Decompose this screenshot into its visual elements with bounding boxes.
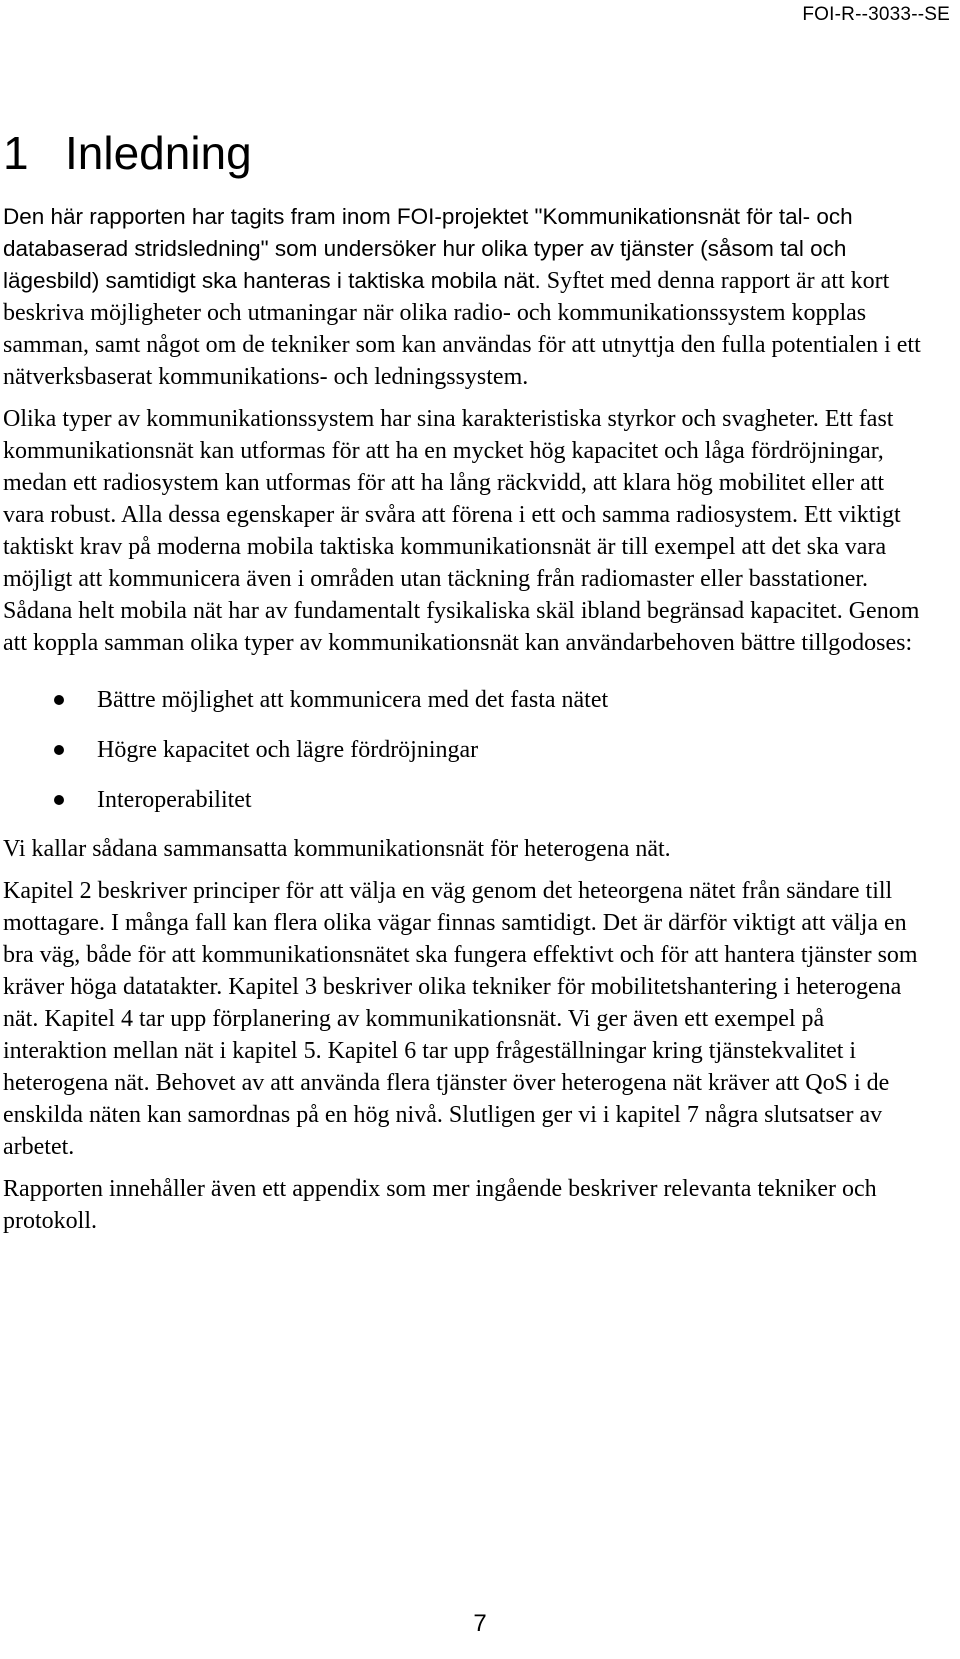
- paragraph-intro: [3, 201, 921, 393]
- page-number: 7: [473, 1610, 487, 1637]
- bullet-icon: [54, 745, 64, 755]
- chapter-title: Inledning: [65, 127, 252, 179]
- benefits-list: [3, 675, 921, 825]
- bullet-icon: [54, 795, 64, 805]
- document-code: FOI-R--3033--SE: [802, 4, 950, 25]
- paragraph-appendix: Rapporten innehåller även ett appendix som mer ingående beskriver relevanta tekniker och protokoll.: [3, 1176, 877, 1234]
- list-item: [3, 725, 921, 775]
- chapter-number: 1: [3, 127, 29, 179]
- list-item-text: Högre kapacitet och lägre fördröjningar: [97, 737, 479, 763]
- list-item: [3, 775, 921, 825]
- paragraph-intro-serif: Syftet med denna rapport är att kort beskriva möjligheter och utmaningar när olika radio- och kommunikationssystem kopplas samman, samt något om de tekniker som kan användas för att utnyttja den fulla potentialen i ett nätverksbaserat kommunikations- och ledningssystem.: [3, 268, 921, 390]
- paragraph-definition: Vi kallar sådana sammansatta kommunikationsnät för heterogena nät.: [3, 836, 671, 862]
- paragraph-systems: Olika typer av kommunikationssystem har sina karakteristiska styrkor och svagheter. Ett fast kommunikationsnät kan utformas för att ha en mycket hög kapacitet och låga fördröjningar, medan ett radiosystem kan utformas för att ha lång räckvidd, att klara hög mobilitet eller att vara robust. Alla dessa egenskaper är svåra att förena i ett och samma radiosystem. Ett viktigt taktiskt krav på moderna mobila taktiska kommunikationsnät är till exempel att det ska vara möjligt att kommunicera även i områden utan täckning från radiomaster eller basstationer. Sådana helt mobila nät har av fundamentalt fysikaliska skäl ibland begränsad kapacitet. Genom att koppla samman olika typer av kommunikationsnät kan användarbehoven bättre tillgodoses:: [3, 406, 920, 656]
- bullet-icon: [54, 695, 64, 705]
- paragraph-outline: Kapitel 2 beskriver principer för att välja en väg genom det heteorgena nätet från sändare till mottagare. I många fall kan flera olika vägar finnas samtidigt. Det är därför viktigt att välja en bra väg, både för att kommunikationsnätet ska fungera effektivt och för att hantera tjänster som kräver höga datatakter. Kapitel 3 beskriver olika tekniker för mobilitetshantering i heterogena nät. Kapitel 4 tar upp förplanering av kommunikationsnät. Vi ger även ett exempel på interaktion mellan nät i kapitel 5. Kapitel 6 tar upp frågeställningar kring tjänstekvalitet i heterogena nät. Behovet av att använda flera tjänster över heterogena nät kräver att QoS i de enskilda näten kan samordnas på en hög nivå. Slutligen ger vi i kapitel 7 några slutsatser av arbetet.: [3, 878, 918, 1160]
- list-item-text: Interoperabilitet: [97, 787, 252, 813]
- list-item: [3, 675, 921, 725]
- list-item-text: Bättre möjlighet att kommunicera med det fasta nätet: [97, 687, 609, 713]
- chapter-heading: [3, 125, 921, 181]
- paragraph-intro-sans: Den här rapporten har tagits fram inom FOI-projektet "Kommunikationsnät för tal- och databaserad stridsledning" som undersöker hur olika typer av tjänster (såsom tal och lägesbild) samtidigt ska hanteras i taktiska mobila nät.: [3, 204, 853, 293]
- document-body: [3, 125, 921, 1247]
